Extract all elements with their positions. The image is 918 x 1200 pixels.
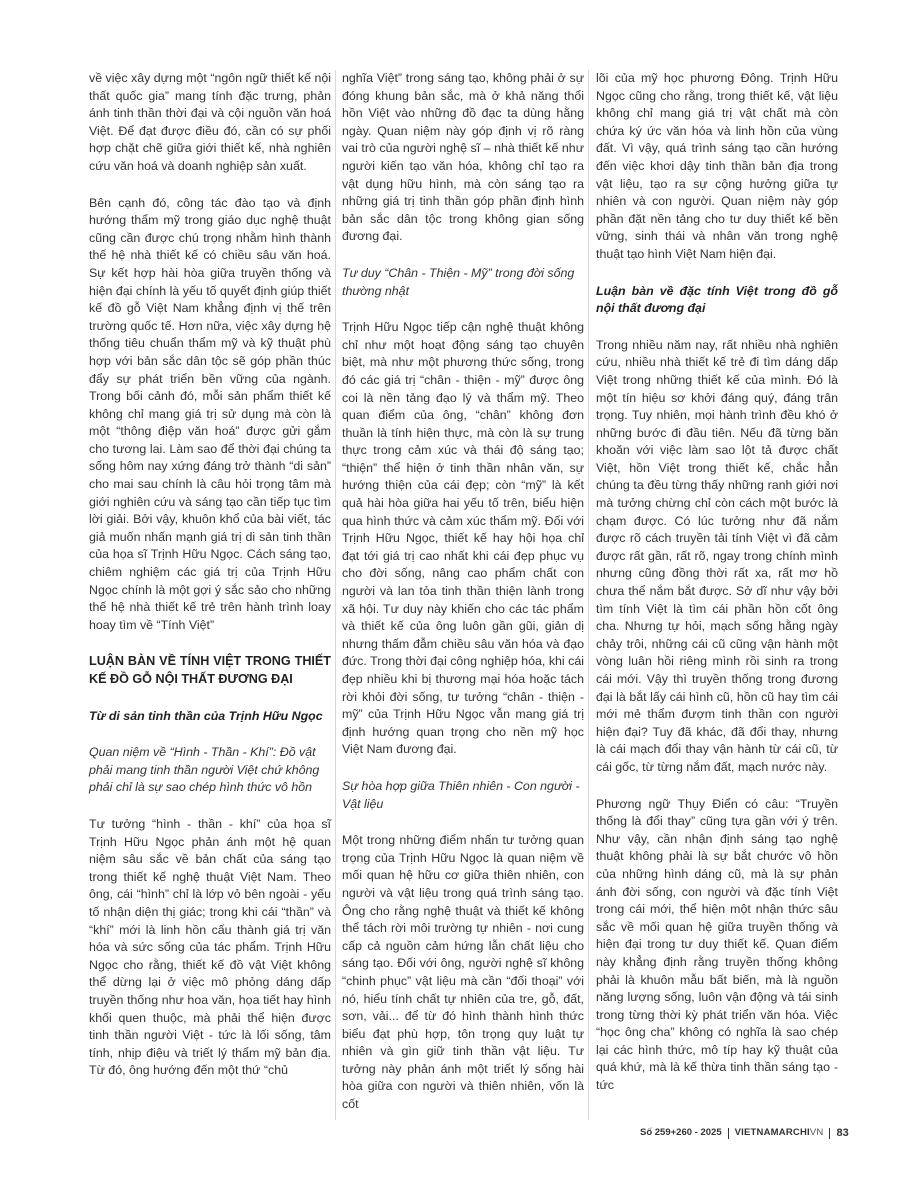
- paragraph: lõi của mỹ học phương Đông. Trịnh Hữu Ngọc cũng cho rằng, trong thiết kế, vật liệu không chỉ mang giá trị vật chất mà còn chứa ký ức văn hóa và linh hồn của vùng đất. Vì vậy, quá trình sáng tạo cần hướng đến việc khơi dậy tinh thần bản địa trong vật liệu, tạo ra sự cộng hưởng giữa tự nhiên và con người. Quan niệm này góp phần đặt nền tảng cho tư duy thiết kế bền vững, sinh thái và nhân văn trong nghệ thuật tạo hình Việt Nam hiện đại.: [596, 71, 838, 261]
- article-column-1: [89, 70, 331, 1099]
- paragraph: nghĩa Việt” trong sáng tạo, không phải ở sự đóng khung bản sắc, mà ở khả năng thổi hồn Việt vào những đồ đạc ta dùng hằng ngày. Quan niệm này góp định vị rõ ràng vai trò của người nghệ sĩ – nhà thiết kế như người kiến tạo văn hóa, không chỉ tạo ra vật dụng hữu hình, mà còn sáng tạo ra những giá trị tinh thần góp phần định hình bản sắc dân tộc trong không gian sống đương đại.: [342, 71, 584, 244]
- paragraph: về việc xây dựng một “ngôn ngữ thiết kế nội thất quốc gia” mang tính đặc trưng, phản ánh tinh thần thời đại và cội nguồn văn hoá Việt. Để đạt được điều đó, cần có sự phối hợp chặt chẽ giữa giới thiết kế, nhà nghiên cứu văn hoá và doanh nghiệp sản xuất.: [89, 71, 331, 173]
- paragraph: Tư tưởng “hình - thần - khí” của họa sĩ Trịnh Hữu Ngọc phản ánh một hệ quan niệm sâu sắc về bản chất của sáng tạo trong thiết kế nghệ thuật Việt Nam. Theo ông, cái “hình” chỉ là lớp vỏ bên ngoài - yếu tố nhận diện thị giác; trong khi cái “thần” và “khí” mới là linh hồn cấu thành giá trị văn hóa và sức sống của tác phẩm. Trịnh Hữu Ngọc cho rằng, thiết kế đồ vật Việt không thể dừng lại ở việc mô phỏng dáng dấp truyền thống như hoa văn, họa tiết hay hình khối quen thuộc, mà phải thể hiện được tinh thần người Việt - tức là lối sống, tâm tính, nhịp điệu và triết lý thẩm mỹ bản địa. Từ đó, ông hướng đến một thứ “chủ: [89, 816, 331, 1078]
- column-divider: [588, 70, 589, 1120]
- paragraph: Bên cạnh đó, công tác đào tạo và định hướng thẩm mỹ trong giáo dục nghệ thuật cũng cần được chú trọng nhằm hình thành thế hệ nhà thiết kế có chiều sâu văn hoá. Sự kết hợp hài hòa giữa truyền thống và hiện đại chính là yếu tố quyết định giúp thiết kế đồ gỗ Việt Nam khẳng định vị thế trên trường quốc tế. Hơn nữa, việc xây dựng hệ thống tiêu chuẩn thẩm mỹ và kỹ thuật phù hợp với bản sắc dân tộc sẽ góp phần thúc đẩy sự phát triển bền vững của ngành. Trong bối cảnh đó, mỗi sản phẩm thiết kế không chỉ mang giá trị sử dụng mà còn là một “thông điệp văn hoá” được gửi gắm cho tương lai. Làm sao để thời đại chúng ta sống hôm nay xứng đáng trở thành “di sản” cho mai sau chính là câu hỏi trọng tâm mà giới nghiên cứu và sáng tạo cần tiếp tục tìm lời giải. Bởi vậy, khuôn khổ của bài viết, tác giả muốn nhấn mạnh giá trị di sản tinh thần của họa sĩ Trịnh Hữu Ngọc. Cách sáng tạo, chiêm nghiệm các giá trị của Trịnh Hữu Ngọc chính là một gợi ý sắc sảo cho những thế hệ nhà thiết kế trẻ trên hành trình loay hoay tìm về “Tính Việt”: [89, 195, 331, 632]
- subsection-heading: Từ di sản tinh thần của Trịnh Hữu Ngọc: [89, 708, 323, 723]
- brand-suffix: VN: [809, 1127, 824, 1138]
- footer-separator: [829, 1128, 830, 1139]
- subtopic-heading: Quan niệm về “Hình - Thần - Khí”: Đồ vật phải mang tinh thần người Việt chứ không phải chỉ là sự sao chép hình thức vô hồn: [89, 745, 320, 795]
- issue-number: Số 259+260 - 2025: [640, 1127, 722, 1138]
- footer-separator: [728, 1128, 729, 1139]
- paragraph: Trịnh Hữu Ngọc tiếp cận nghệ thuật không chỉ như một hoạt động sáng tạo chuyên biệt, mà như một phương thức sống, trong đó các giá trị “chân - thiện - mỹ” được ông coi là nền tảng đạo lý và thẩm mỹ. Theo quan điểm của ông, “chân” không đơn thuần là tính hiện thực, mà còn là sự trung thực trong cảm xúc và thái độ sáng tạo; “thiện” thể hiện ở tinh thần nhân văn, sự hướng thiện của cái đẹp; còn “mỹ” là kết quả hài hòa giữa hai yếu tố trên, biểu hiện qua hình thức và cảm xúc thẩm mỹ. Đối với Trịnh Hữu Ngọc, thiết kế hay hội họa chỉ đạt tới giá trị cao nhất khi cái đẹp phục vụ cho đời sống, nâng cao phẩm chất con người và lan tỏa tinh thần thiện lành trong xã hội. Tư duy này khiến cho các tác phẩm và thiết kế của ông luôn gần gũi, giản dị nhưng thấm đẫm chiều sâu văn hóa và đạo đức. Trong thời đại công nghiệp hóa, khi cái đẹp nhiều khi bị thương mại hóa hoặc tách rời khỏi đời sống, tư tưởng “chân - thiện - mỹ” của Trịnh Hữu Ngọc vẫn mang giá trị định hướng quan trọng cho nền mỹ học Việt Nam đương đại.: [342, 320, 584, 757]
- magazine-brand: [735, 1127, 824, 1139]
- page-number: 83: [836, 1127, 849, 1139]
- column-divider: [335, 70, 336, 1120]
- subsection-heading: Luận bàn về đặc tính Việt trong đồ gỗ nội thất đương đại: [596, 283, 838, 316]
- paragraph: Trong nhiều năm nay, rất nhiều nhà nghiên cứu, nhiều nhà thiết kế trẻ đi tìm dáng dấp Việt trong những thiết kế của mình. Đó là một tín hiệu sơ khởi đáng quý, đáng trân trọng. Tuy nhiên, mọi hành trình đều khó ở những bước đi đầu tiên. Nếu đã từng băn khoăn với việc làm sao lột tả được chất Việt, hồn Việt trong thiết kế, chắc hẳn chúng ta đều từng thấy những ranh giới nơi mà tưởng chừng chỉ còn cách một bước là chạm được. Có lúc tưởng như đã nắm được rõ cách truyền tải tính Việt vì đã cảm được rất gần, rất rõ, ngay trong chính mình nhưng cũng đồng thời rất xa, rất mơ hồ chưa thể nắm bắt được. Sở dĩ như vậy bởi tìm tính Việt là tìm cái phần hồn cốt ông cha. Nhưng tự hỏi, mạch sống hằng ngày chảy trôi, những cái cũ cũng vận hành một vòng luân hồi riêng mình rồi sinh ra trong cái mới. Vậy thì truyền thống trong đương đại là bắt lấy cái hình cũ, hồn cũ hay tìm cái mới mẻ thẩm đượm tinh thần con người hiện đại? Tuy đã khác, đã đổi thay, nhưng là cái mạch đổi thay vận hành từ cái cũ, từ cái gốc, từ từng nắm đất, mạch nước này.: [596, 337, 838, 774]
- paragraph: Phương ngữ Thụy Điển có câu: “Truyền thống là đổi thay” cũng tựa gần với ý trên. Như vậy, cần nhận định sáng tạo nghệ thuật không phải là sự bắt chước vô hồn của những hình dáng cũ, mà là sự phản ánh đời sống, con người và đặc tính Việt trong cái mới, thể hiện một nhận thức sâu sắc về mối quan hệ giữa truyền thống và hiện đại trong tư duy thiết kế. Quan điểm này khẳng định rằng truyền thống không phải là khuôn mẫu bất biến, mà là nguồn năng lượng sống, luôn vận động và tái sinh trong từng thời kỳ phát triển văn hóa. Việc “học ông cha” không có nghĩa là sao chép lại các hình thức, mô típ hay kỹ thuật của quá khứ, mà là kế thừa tinh thần sáng tạo - tức: [596, 796, 838, 1093]
- article-column-2: [342, 70, 584, 1133]
- article-column-3: [596, 70, 838, 1114]
- subtopic-heading: Tư duy “Chân - Thiện - Mỹ” trong đời sống thường nhật: [342, 265, 575, 298]
- brand-name: VIETNAMARCHI: [734, 1127, 810, 1138]
- page-footer: [640, 1127, 849, 1139]
- section-heading: LUẬN BÀN VỀ TÍNH VIỆT TRONG THIẾT KẾ ĐỒ GỖ NỘI THẤT ĐƯƠNG ĐẠI: [89, 654, 331, 686]
- paragraph: Một trong những điểm nhấn tư tưởng quan trọng của Trịnh Hữu Ngọc là quan niệm về mối quan hệ hữu cơ giữa thiên nhiên, con người và vật liệu trong quá trình sáng tạo. Ông cho rằng nghệ thuật và thiết kế không thể tách rời môi trường tự nhiên - nơi cung cấp cả nguồn cảm hứng lẫn chất liệu cho sáng tạo. Đối với ông, người nghệ sĩ không “chinh phục” vật liệu mà cần “đối thoại” với nó, hiểu tính chất tự nhiên của tre, gỗ, đất, sơn, vải... để từ đó hình thành hình thức biểu đạt phù hợp, tôn trọng quy luật tự nhiên và gìn giữ tinh thần vật liệu. Tư tưởng này phản ánh một triết lý sống hài hòa giữa con người và thiên nhiên, vốn là cốt: [342, 833, 584, 1112]
- subtopic-heading: Sự hòa hợp giữa Thiên nhiên - Con người - Vật liệu: [342, 778, 580, 811]
